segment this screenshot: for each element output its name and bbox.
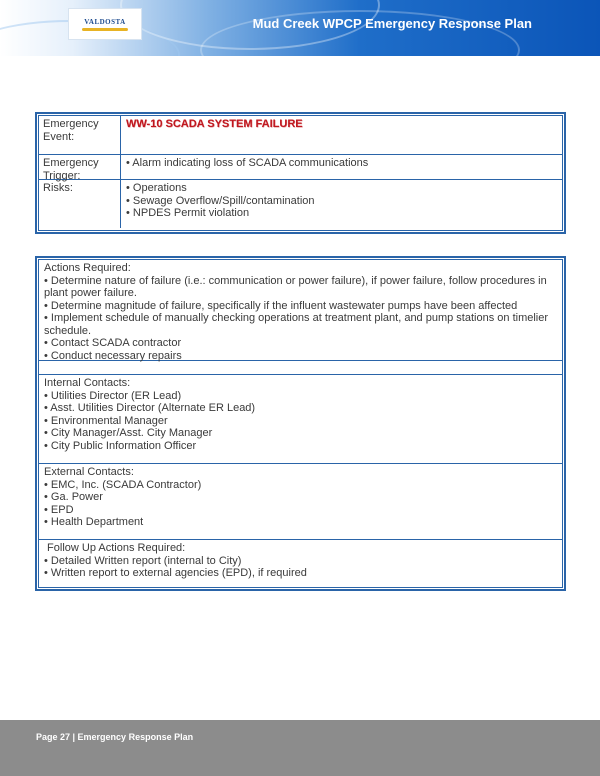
logo-text: VALDOSTA [84, 17, 126, 26]
external-contact-item: • EPD [44, 503, 74, 516]
page-footer [0, 720, 600, 776]
internal-contact-item: • City Manager/Asst. City Manager [44, 427, 213, 439]
action-item: • Conduct necessary repairs [44, 349, 182, 362]
event-label: Emergency Event: [39, 116, 121, 154]
external-contact-item: • Health Department [44, 516, 144, 528]
internal-contact-item: • Environmental Manager [44, 414, 168, 427]
internal-contacts-heading: Internal Contacts: [44, 377, 131, 389]
trigger-item: • Alarm indicating loss of SCADA communications [126, 157, 369, 169]
page-header [0, 0, 600, 56]
risks-label: Risks: [39, 180, 121, 228]
risks-row [39, 180, 562, 228]
external-contacts-section [39, 464, 562, 540]
actions-required-section [39, 260, 562, 361]
empty-row [39, 361, 562, 375]
risk-item: • Sewage Overflow/Spill/contamination [126, 194, 315, 207]
logo-swoosh [82, 28, 128, 31]
risks-value [121, 180, 562, 228]
follow-up-actions-section [39, 540, 562, 587]
footer-page-label: Page 27 | Emergency Response Plan [36, 732, 194, 742]
action-item: • Implement schedule of manually checking operations at treatment plant, and pump stations on timelier schedule. [44, 312, 549, 337]
internal-contact-item: • Utilities Director (ER Lead) [44, 389, 182, 402]
internal-contact-item: • City Public Information Officer [44, 439, 197, 452]
event-row [39, 116, 562, 155]
event-value [121, 116, 562, 154]
valdosta-logo [68, 8, 142, 40]
follow-up-heading: Follow Up Actions Required: [44, 542, 186, 554]
action-item: • Determine magnitude of failure, specifically if the influent wastewater pumps have been affected [44, 299, 518, 312]
risk-item: • NPDES Permit violation [126, 207, 250, 219]
document-title: Mud Creek WPCP Emergency Response Plan [252, 16, 532, 31]
emergency-event-table [36, 113, 565, 233]
trigger-label: Emergency Trigger: [39, 155, 121, 179]
trigger-row [39, 155, 562, 180]
action-item: • Determine nature of failure (i.e.: communication or power failure), if power failure, follow procedures in plant power failure. [44, 274, 547, 299]
event-title: WW-10 SCADA SYSTEM FAILURE [126, 118, 303, 130]
internal-contacts-section [39, 375, 562, 464]
external-contacts-heading: External Contacts: [44, 466, 134, 478]
trigger-value [121, 155, 562, 179]
follow-up-item: • Detailed Written report (internal to City) [44, 554, 242, 567]
risk-item: • Operations [126, 182, 187, 194]
follow-up-item: • Written report to external agencies (EPD), if required [44, 567, 307, 579]
action-item: • Contact SCADA contractor [44, 337, 182, 349]
actions-heading: Actions Required: [44, 262, 131, 274]
internal-contact-item: • Asst. Utilities Director (Alternate ER Lead) [44, 402, 256, 414]
external-contact-item: • EMC, Inc. (SCADA Contractor) [44, 478, 202, 491]
response-details-table [36, 257, 565, 590]
external-contact-item: • Ga. Power [44, 491, 103, 503]
